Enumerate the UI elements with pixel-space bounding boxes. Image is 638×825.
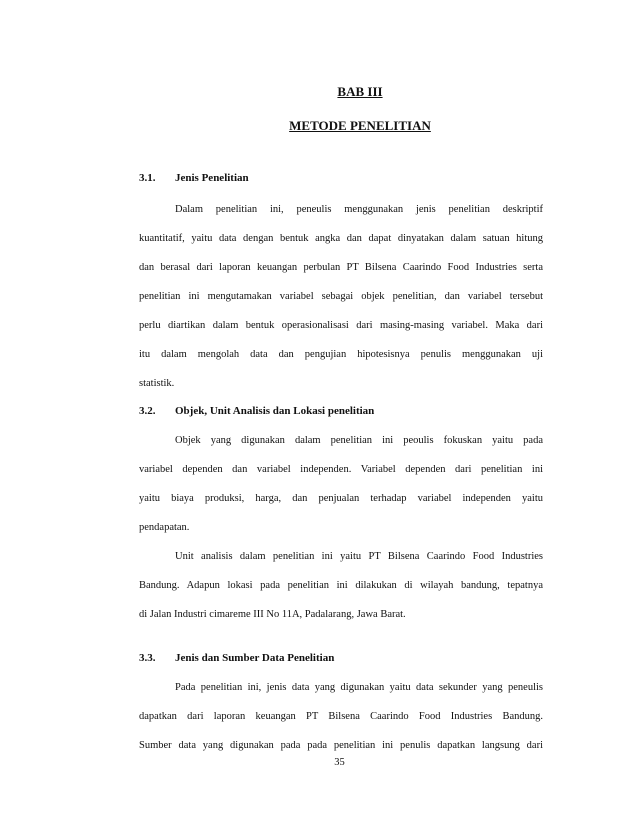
text-line: itu dalam mengolah data dan pengujian hipotesisnya penulis menggunakan uji: [139, 349, 543, 360]
section-number: 3.3.: [139, 652, 156, 664]
section-title: Objek, Unit Analisis dan Lokasi penelitian: [175, 405, 375, 417]
paragraph: [139, 542, 543, 629]
text-line: kuantitatif, yaitu data dengan bentuk angka dan dapat dinyatakan dalam satuan hitung: [139, 233, 543, 244]
chapter-heading: BAB III: [337, 84, 383, 99]
text-line: statistik.: [139, 378, 175, 389]
text-line: pendapatan.: [139, 522, 190, 533]
section-title: Jenis dan Sumber Data Penelitian: [175, 652, 335, 664]
chapter-title: METODE PENELITIAN: [289, 118, 431, 133]
section-number: 3.1.: [139, 172, 156, 184]
text-line: di Jalan Industri cimareme III No 11A, Padalarang, Jawa Barat.: [139, 609, 406, 620]
text-line: Dalam penelitian ini, peneulis menggunakan jenis penelitian deskriptif: [175, 204, 543, 215]
paragraph: [139, 426, 543, 542]
text-line: Pada penelitian ini, jenis data yang digunakan yaitu data sekunder yang peneulis: [175, 682, 543, 693]
text-line: Sumber data yang digunakan pada pada penelitian ini penulis dapatkan langsung dari: [139, 740, 543, 751]
paragraph: [139, 195, 543, 398]
section-title: Jenis Penelitian: [175, 172, 249, 184]
page-number: 35: [334, 757, 345, 768]
section-heading: [139, 172, 249, 184]
text-line: perlu diartikan dalam bentuk operasionalisasi dari masing-masing variabel. Maka dari: [139, 320, 543, 331]
text-line: penelitian ini mengutamakan variabel sebagai objek penelitian, dan variabel tersebut: [139, 291, 543, 302]
paragraph: [139, 673, 543, 760]
section-number: 3.2.: [139, 405, 156, 417]
text-line: variabel dependen dan variabel independen. Variabel dependen dari penelitian ini: [139, 464, 543, 475]
text-line: Bandung. Adapun lokasi pada penelitian ini dilakukan di wilayah bandung, tepatnya: [139, 580, 543, 591]
text-line: Objek yang digunakan dalam penelitian ini peoulis fokuskan yaitu pada: [175, 435, 543, 446]
text-line: yaitu biaya produksi, harga, dan penjualan terhadap variabel independen yaitu: [139, 493, 543, 504]
section-heading: [139, 405, 374, 417]
text-line: Unit analisis dalam penelitian ini yaitu PT Bilsena Caarindo Food Industries: [175, 551, 543, 562]
text-line: dapatkan dari laporan keuangan PT Bilsena Caarindo Food Industries Bandung.: [139, 711, 543, 722]
text-line: dan berasal dari laporan keuangan perbulan PT Bilsena Caarindo Food Industries serta: [139, 262, 543, 273]
section-heading: [139, 652, 334, 664]
